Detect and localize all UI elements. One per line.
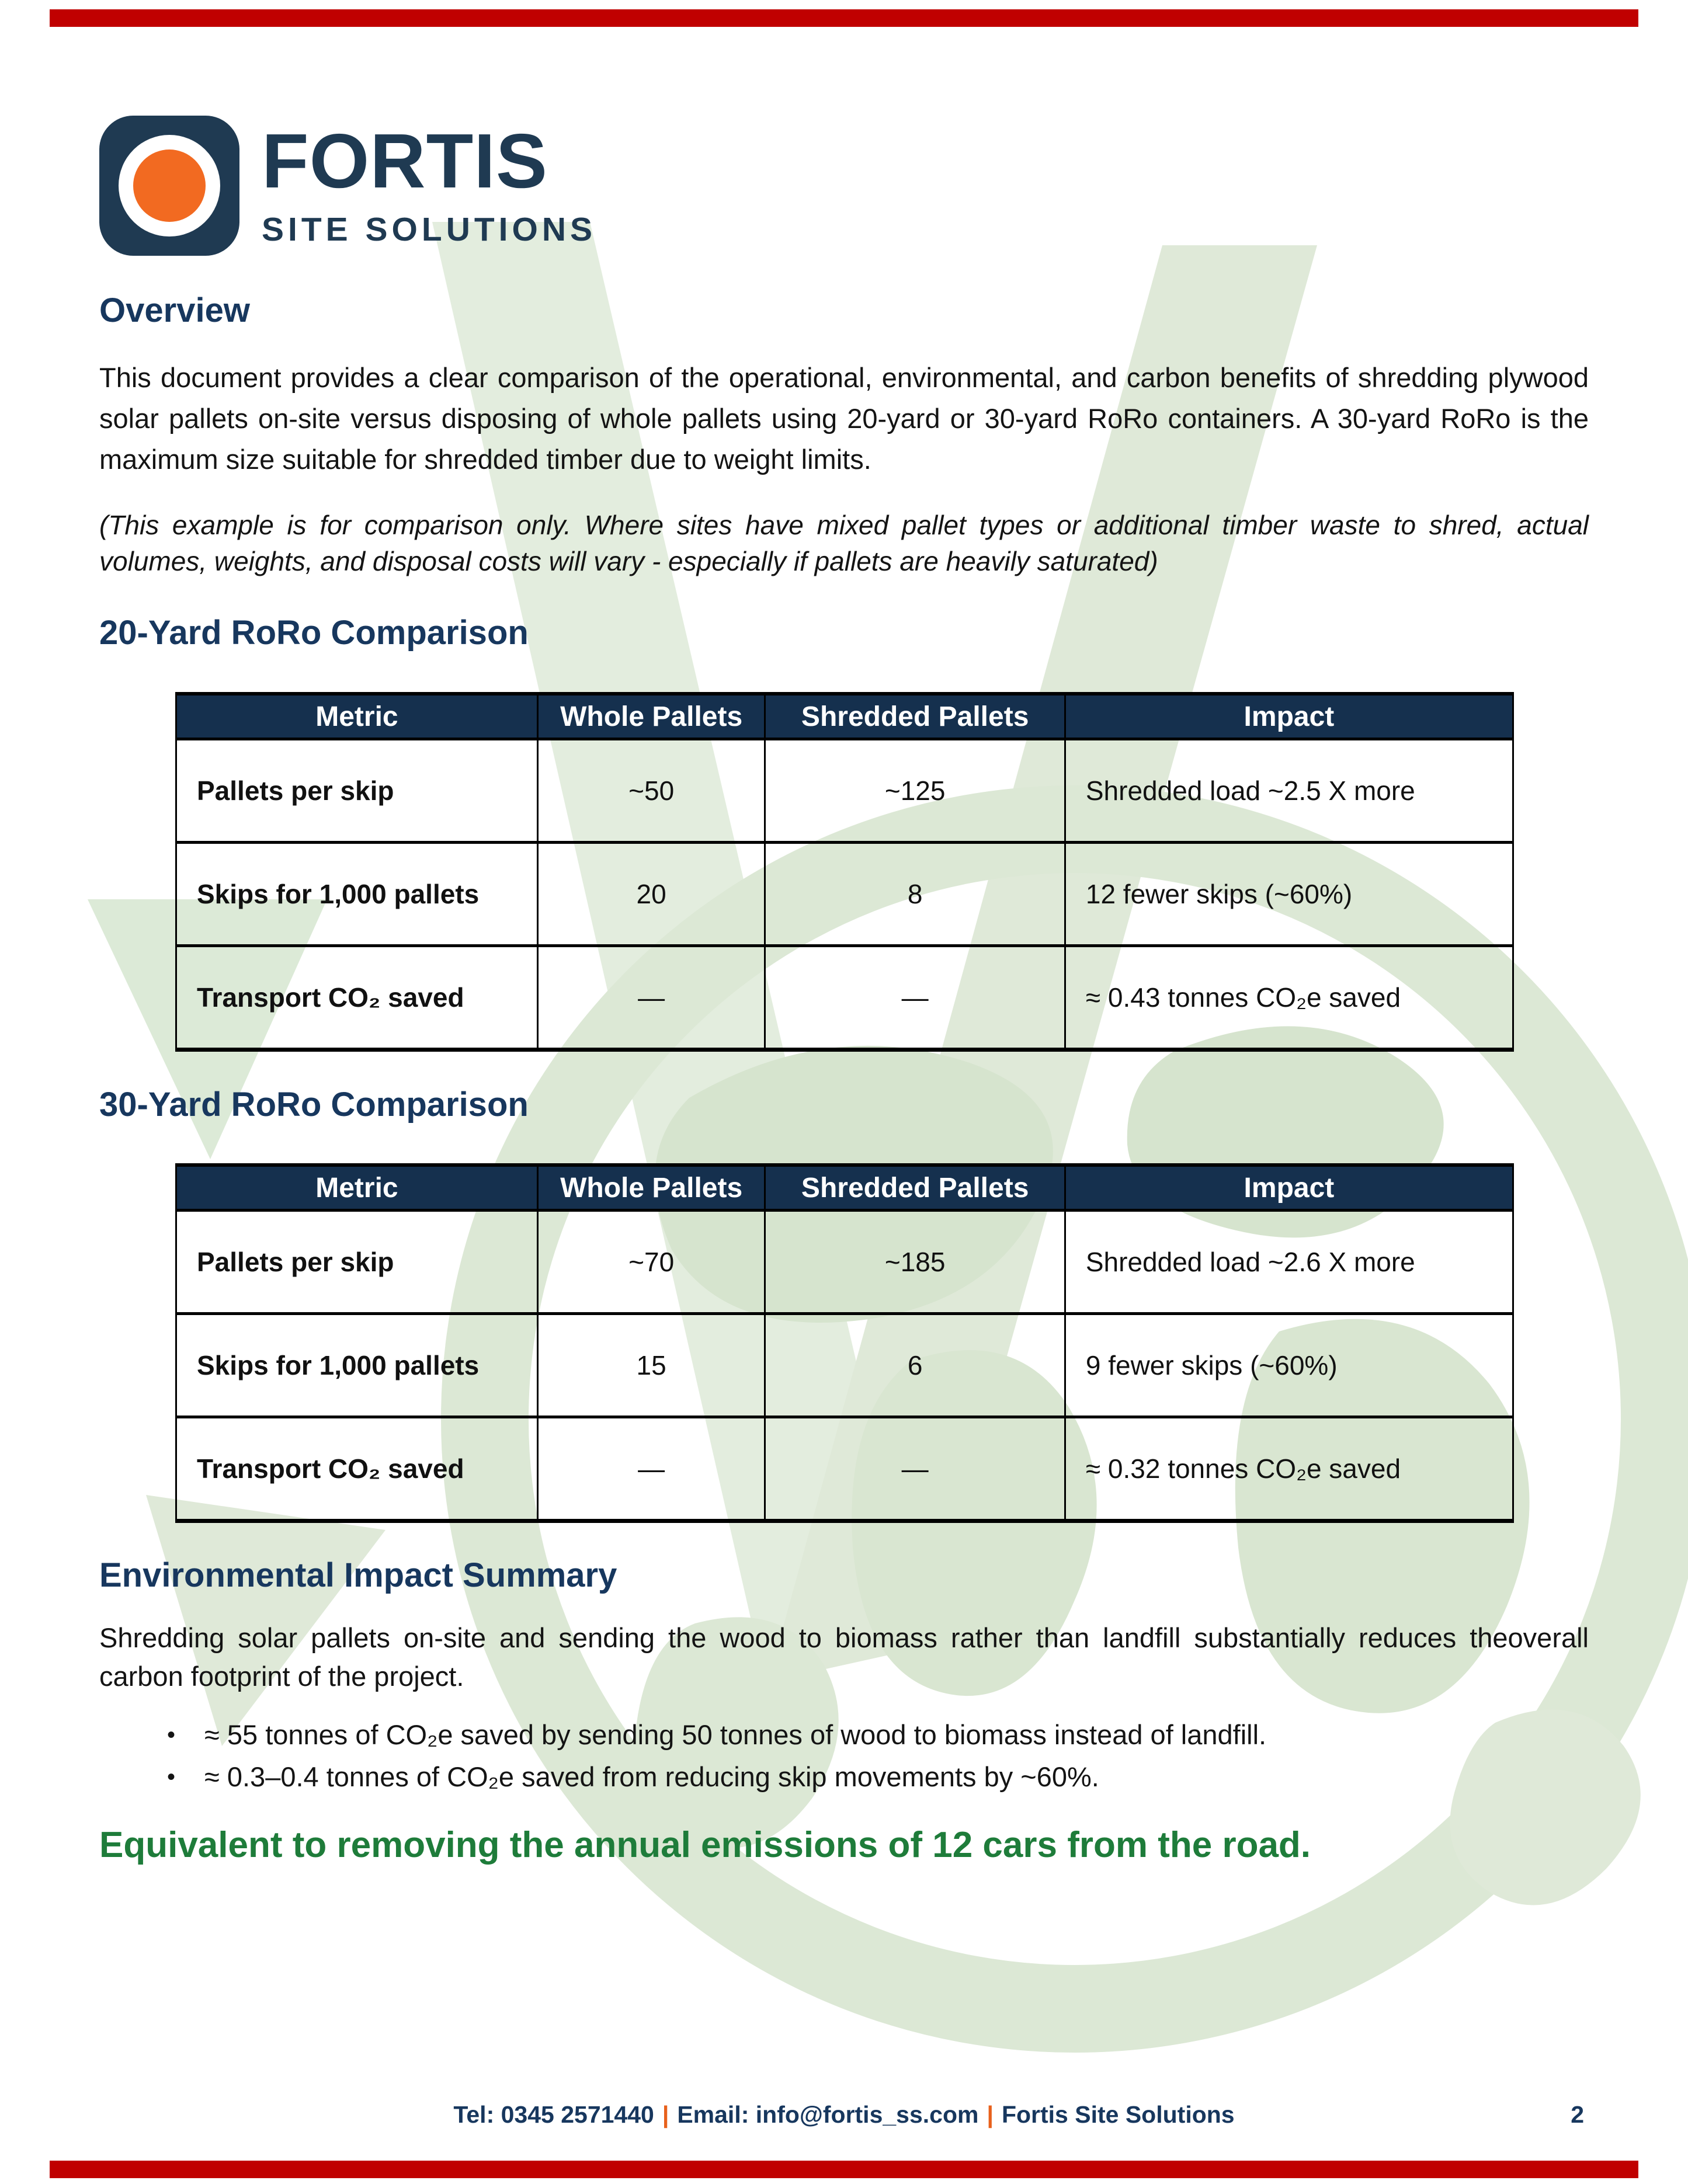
header-cell-whole: Whole Pallets [537,695,765,738]
table-row [175,740,1514,844]
impact-cell: ≈ 0.43 tonnes CO₂e saved [1064,947,1514,1048]
fortis-logo [99,116,596,256]
thirty-yard-table [175,1163,1514,1523]
logo-ring [119,135,220,237]
impact-cell: 12 fewer skips (~60%) [1064,844,1514,944]
top-accent-bar [50,9,1638,27]
table-row [175,1212,1514,1315]
shredded-cell: 6 [764,1315,1064,1416]
table-row [175,1418,1514,1519]
bullet-item [167,1759,1586,1795]
twenty-yard-table [175,692,1514,1052]
table-row [175,947,1514,1048]
table-row [175,844,1514,947]
bullet-item [167,1717,1586,1753]
table-header-row [175,1167,1514,1212]
bullet-dot: • [167,1722,176,1748]
table-row [175,1315,1514,1418]
intro-paragraph: This document provides a clear comparison of the operational, environmental, and carbon benefits of shredding plywood solar pallets on-site versus disposing of whole pallets using 20-yard or 30-yard RoRo containers. A 30-yard RoRo is the maximum size suitable for shredded timber due to weight limits. [99,362,1589,475]
overview-heading: Overview [99,291,250,329]
header-cell-impact: Impact [1064,695,1514,738]
impact-cell: ≈ 0.32 tonnes CO₂e saved [1064,1418,1514,1519]
whole-cell: 15 [537,1315,765,1416]
impact-cell: 9 fewer skips (~60%) [1064,1315,1514,1416]
metric-cell: Skips for 1,000 pallets [175,844,537,944]
logo-brand-name: FORTIS [262,118,548,204]
bottom-accent-bar [50,2161,1638,2178]
metric-cell: Skips for 1,000 pallets [175,1315,537,1416]
environmental-heading: Environmental Impact Summary [99,1556,617,1594]
header-cell-metric: Metric [175,695,537,738]
logo-orange-dot [133,149,206,222]
shredded-cell: — [764,947,1064,1048]
whole-cell: 20 [537,844,765,944]
whole-cell: ~50 [537,740,765,841]
bullet-text: ≈ 55 tonnes of CO₂e saved by sending 50 tonnes of wood to biomass instead of landfill. [204,1719,1267,1750]
bullet-text: ≈ 0.3–0.4 tonnes of CO₂e saved from reducing skip movements by ~60%. [204,1761,1099,1792]
equivalent-heading: Equivalent to removing the annual emissions of 12 cars from the road. [99,1825,1311,1865]
footer-tel: Tel: 0345 2571440 [453,2101,654,2128]
whole-cell: ~70 [537,1212,765,1312]
metric-cell: Pallets per skip [175,1212,537,1312]
metric-cell: Transport CO₂ saved [175,1418,537,1519]
shredded-cell: ~185 [764,1212,1064,1312]
fortis-logo-icon [99,116,239,256]
footer-separator: | [662,2101,669,2128]
shredded-cell: 8 [764,844,1064,944]
twenty-yard-heading: 20-Yard RoRo Comparison [99,614,529,652]
whole-cell: — [537,947,765,1048]
header-cell-metric: Metric [175,1167,537,1209]
header-cell-impact: Impact [1064,1167,1514,1209]
environmental-summary: Shredding solar pallets on-site and sending the wood to biomass rather than landfill substantially reduces theoverall carbon footprint of the project. [99,1622,1589,1692]
footer-separator: | [987,2101,994,2128]
metric-cell: Transport CO₂ saved [175,947,537,1048]
whole-cell: — [537,1418,765,1519]
bullet-dot: • [167,1764,176,1790]
impact-cell: Shredded load ~2.5 X more [1064,740,1514,841]
metric-cell: Pallets per skip [175,740,537,841]
impact-cell: Shredded load ~2.6 X more [1064,1212,1514,1312]
header-cell-shredded: Shredded Pallets [764,695,1064,738]
table-header-row [175,695,1514,740]
shredded-cell: — [764,1418,1064,1519]
shredded-cell: ~125 [764,740,1064,841]
page-footer [0,2101,1688,2129]
thirty-yard-heading: 30-Yard RoRo Comparison [99,1086,529,1124]
header-cell-shredded: Shredded Pallets [764,1167,1064,1209]
header-cell-whole: Whole Pallets [537,1167,765,1209]
logo-tagline: SITE SOLUTIONS [262,211,597,248]
page-number: 2 [1571,2101,1584,2128]
comparison-note: (This example is for comparison only. Where sites have mixed pallet types or additional timber waste to shred, actual volumes, weights, and disposal costs will vary - especially if pallets are heavily saturated) [99,510,1589,576]
logo-text [262,116,596,249]
footer-company: Fortis Site Solutions [1001,2101,1235,2128]
footer-email: Email: info@fortis_ss.com [677,2101,979,2128]
